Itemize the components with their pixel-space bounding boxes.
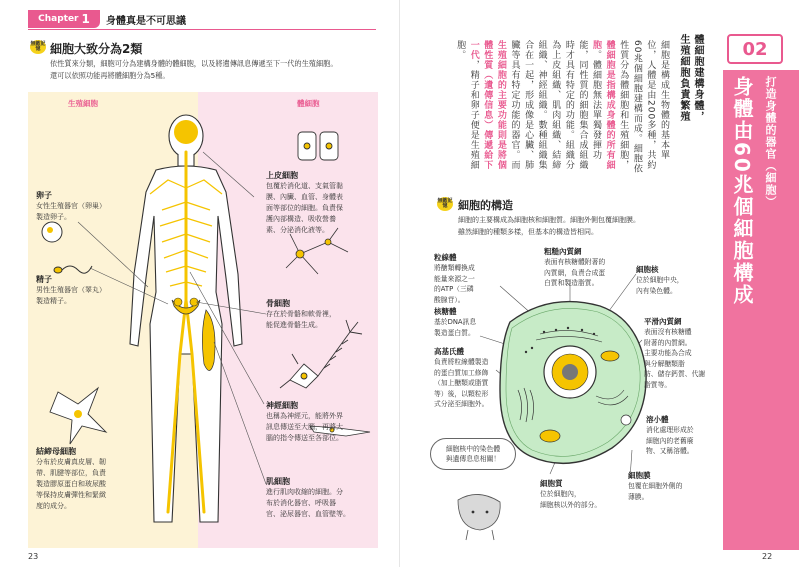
left-page-number: 23 xyxy=(28,552,39,561)
bone-cell-desc: 存在於骨骼和軟骨裡， 能促進骨骼生成。 xyxy=(266,310,336,329)
sperm-name: 精子 xyxy=(36,275,52,284)
neuron-desc: 也稱為神經元，能將外界 訊息傳送至大腦，再將大 腦的指令傳送至各部位。 xyxy=(266,412,343,442)
left-section-title: 細胞大致分為2類 xyxy=(50,42,143,56)
muscle-cell-card xyxy=(266,476,378,520)
memory-badge-icon: 無敵記憶 xyxy=(30,41,46,52)
left-intro: 依性質來分類，細胞可分為建構身體的體細胞，以及將遺傳訊息傳遞至下一代的生殖細胞。 還可以依照功能再將體細胞分為5種。 xyxy=(50,59,338,80)
muscle-cell-desc: 進行肌肉收縮的細胞。分 布於消化器官、呼吸器 官、泌尿器官、血管壁等。 xyxy=(266,488,350,518)
header-rule xyxy=(28,29,376,30)
fibroblast-card xyxy=(36,446,156,512)
neuron-name: 神經細胞 xyxy=(266,401,298,410)
bone-cell-name: 骨細胞 xyxy=(266,299,290,308)
ribosome-card: 核糖體 基於DNA訊息 製造蛋白質。 xyxy=(434,307,477,337)
germ-zone-label: 生殖細胞 xyxy=(68,99,98,108)
sperm-illustration xyxy=(54,266,92,273)
speech-bubble: 細胞核中的染色體 與遺傳息息相關！ xyxy=(430,438,516,470)
bone-cell-card xyxy=(266,298,378,331)
fibroblast-desc: 分布於皮膚真皮層、韌 帶、肌腱等部位，負責 製造膠原蛋白和玻尿酸 等保持皮膚彈性和緊緻 度的成分。 xyxy=(36,458,106,510)
ovum-desc: 女性生殖器官（卵巢） 製造卵子。 xyxy=(36,202,106,221)
nucleus xyxy=(544,346,596,398)
epithelial-card xyxy=(266,170,378,236)
lysosome-card: 溶小體 消化處理形成於 細胞內的老舊廢 物、又稱溶體。 xyxy=(646,415,694,455)
ovum-illustration xyxy=(42,222,62,242)
fibroblast-illustration xyxy=(50,388,106,444)
cytoplasm-card: 細胞質 位於細胞內， 細胞核以外的部分。 xyxy=(540,479,602,509)
body-heading: 體細胞建構身體， 生殖細胞負責繁殖 xyxy=(678,34,703,122)
fibroblast-name: 結締母細胞 xyxy=(36,447,76,456)
nucleus-card: 細胞核 位於細胞中央， 內有染色體。 xyxy=(636,265,684,295)
chapter-tab xyxy=(28,10,100,28)
rough-er-card: 粗糙內質網 表面有核糖體附著的 內質網，負責合成蛋 白質和製造脂質。 xyxy=(544,247,606,287)
chapter-title: 身體真是不可思議 xyxy=(106,16,186,27)
cell-intro: 細胞的主要構成為細胞核和細胞質。細胞外側包覆細胞膜。 雖然細胞的種類多樣，但基本的構造皆相同。 xyxy=(458,216,640,236)
epithelial-illustration xyxy=(298,132,338,160)
brain-shape xyxy=(174,120,198,144)
chapter-label: Chapter xyxy=(38,14,79,24)
muscle-cell-name: 肌細胞 xyxy=(266,477,290,486)
epithelial-desc: 包覆於消化道、支氣管黏 膜、內臟、血管、身體表 面等部位的細胞。負責保 護內部構造、吸收營養 素、分泌消化液等。 xyxy=(266,182,343,234)
epithelial-name: 上皮細胞 xyxy=(266,171,298,180)
smooth-er-card: 平滑內質網 表面沒有核糖體 附著的內質網。 主要功能為合成 與分解醣類脂 肪、儲存鈣質、代謝 脂質等。 xyxy=(644,317,706,389)
sperm-desc: 男性生殖器官（睪丸） 製造精子。 xyxy=(36,286,106,305)
lysosome xyxy=(621,415,631,425)
section-title: 身體由60兆個細胞構成 xyxy=(730,76,754,306)
somatic-zone-label: 體細胞 xyxy=(297,99,320,108)
cell-mascot-icon xyxy=(458,494,500,540)
right-page-number: 22 xyxy=(762,552,773,561)
cell-section-title: 細胞的構造 xyxy=(458,199,513,212)
section-subtitle: 打造身體的器官（細胞） xyxy=(764,76,777,208)
memory-badge-icon: 無敵記憶 xyxy=(437,198,453,209)
body-text: 細胞是構成生物體的基本單位，人體是由200多種，共約60兆個細胞建構而成。細胞依性質分為體細胞和生殖細胞，體細胞是指構成身體的所有細胞。體細胞無法單獨發揮功能，同性質的細胞集合成組織時才具有特定的功能。組織分為上皮組織、肌肉組織、結締組織、神經組織。數種組織集合在一起，形成像是心臟、肺臟等具有特定功能的器官。而生殖細胞的主要功能則是將個體性質（遺傳信息）傳遞給下一代，精子和卵子便是生殖細胞。 xyxy=(455,40,669,174)
golgi-card: 高基氏體 負責將粒線體製造 的蛋白質加工修飾 （加上醣類或脂質 等）後，以顆粒形 式分泌至細胞外。 xyxy=(434,347,489,408)
cell-membrane-card: 細胞膜 包覆在細胞外側的 薄膜。 xyxy=(628,471,683,501)
neuron-card xyxy=(266,400,378,444)
ovum-card xyxy=(36,190,146,223)
mitochondria-card: 粒線體 將醣類轉換成 能量來源之一 的ATP（三磷 酸腺苷）。 xyxy=(434,253,475,304)
sperm-card xyxy=(36,274,146,307)
chapter-number: 1 xyxy=(81,12,90,26)
ovum-name: 卵子 xyxy=(36,191,52,200)
section-number: 02 xyxy=(727,34,783,64)
